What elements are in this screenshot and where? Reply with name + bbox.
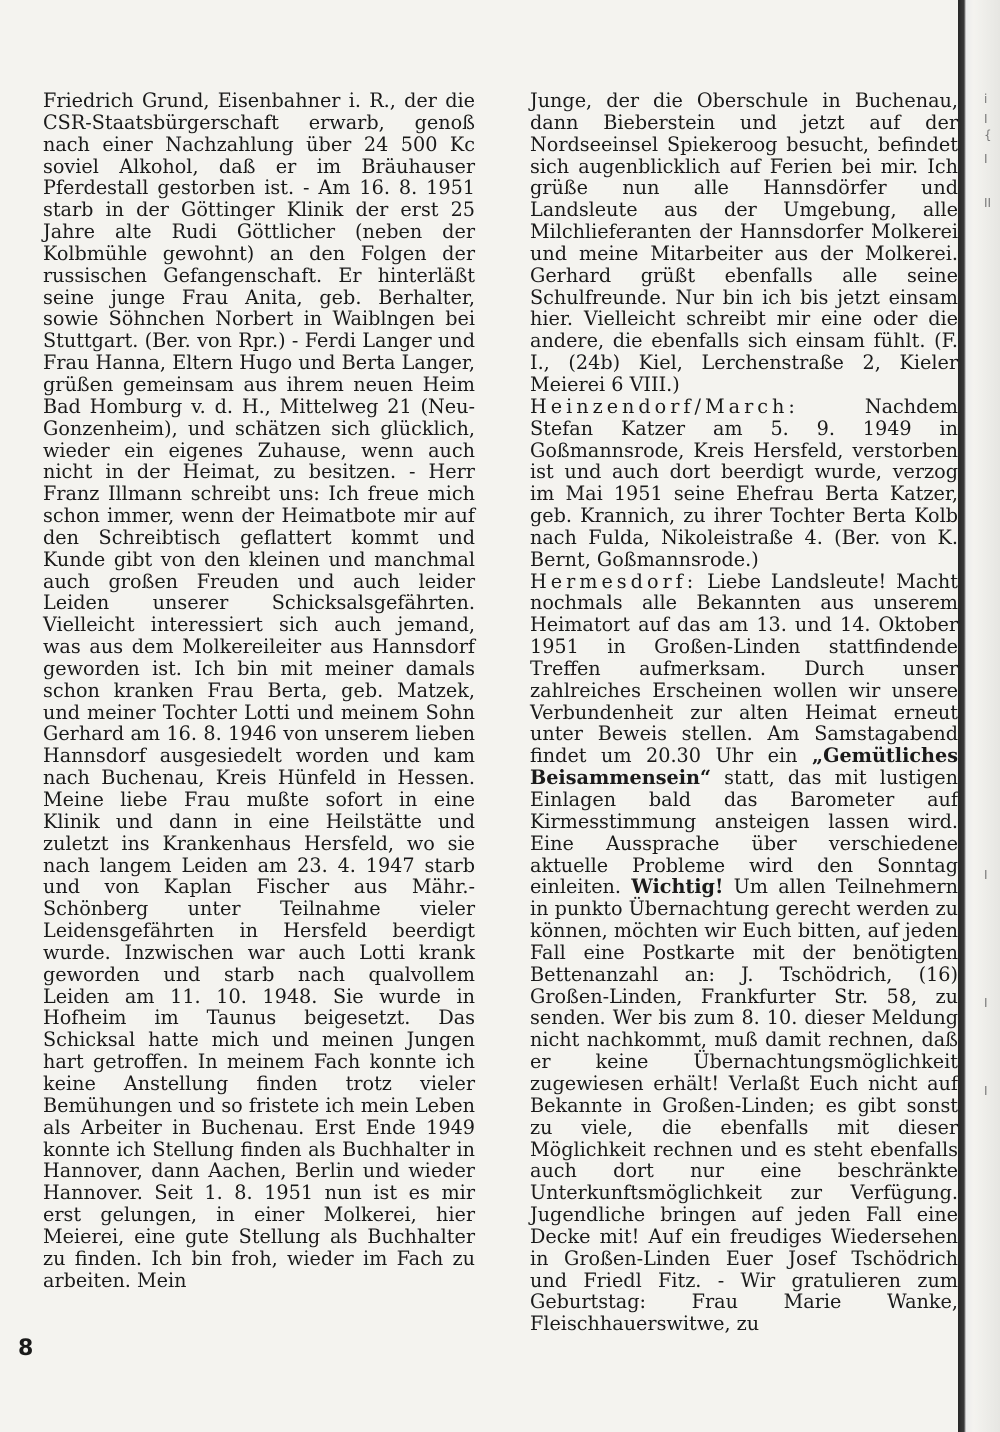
heinzendorf-text: Nachdem Stefan Katzer am 5. 9. 1949 in Goßmannsrode, Kreis Hersfeld, verstorben ist und auch dort beerdigt wurde, verzog im Mai 1951 seine Ehefrau Berta Katzer, geb. Krannich, zu ihrer Tochter Berta Kolb nach Fulda, Nikoleistraße 4. (Ber. von K. Bernt, Goßmannsrode.) [530, 394, 958, 571]
heinzendorf-entry [530, 396, 958, 571]
heinzendorf-heading: Heinzendorf/March: [530, 394, 799, 418]
margin-mark: I [984, 996, 988, 1010]
hermesdorf-text-2: statt, das mit lustigen Einlagen bald das Barometer auf Kirmesstimmung ansteigen lassen wird. Eine Aussprache über verschiedene aktuelle Probleme wird den Sonntag einleiten. [530, 766, 958, 899]
next-page-edge [980, 0, 1000, 1432]
left-column-text: Friedrich Grund, Eisenbahner i. R., der die CSR-Staatsbürgerschaft erwarb, genoß nach einer Nachzahlung über 24 500 Kc soviel Alkohol, daß er im Bräuhauser Pferdestall gestorben ist. - Am 16. 8. 1951 starb in der Göttinger Klinik der erst 25 Jahre alte Rudi Göttlicher (neben der Kolbmühle gewohnt) an den Folgen der russischen Gefangenschaft. Er hinterläßt seine junge Frau Anita, geb. Berhalter, sowie Söhnchen Norbert in Waiblngen bei Stuttgart. (Ber. von Rpr.) - Ferdi Langer und Frau Hanna, Eltern Hugo und Berta Langer, grüßen gemeinsam aus ihrem neuen Heim Bad Homburg v. d. H., Mittelweg 21 (Neu-Gonzenheim), und schätzen sich glücklich, wieder ein eigenes Zuhause, wenn auch nicht in der Heimat, zu besitzen. - Herr Franz Illmann schreibt uns: Ich freue mich schon immer, wenn der Heimatbote mir auf den Schreibtisch geflattert kommt und Kunde gibt von den kleinen und manchmal auch großen Freuden und auch leider Leiden unserer Schicksalsgefährten. Vielleicht interessiert sich auch jemand, was aus dem Molkereileiter aus Hannsdorf geworden ist. Ich bin mit meiner damals schon kranken Frau Berta, geb. Matzek, und meiner Tochter Lotti und meinem Sohn Gerhard am 16. 8. 1946 von unserem lieben Hannsdorf ausgesiedelt worden und kam nach Buchenau, Kreis Hünfeld in Hessen. Meine liebe Frau mußte sofort in eine Klinik und dann in eine Heilstätte und zuletzt ins Krankenhaus Hersfeld, wo sie nach langem Leiden am 23. 4. 1947 starb und von Kaplan Fischer aus Mähr.-Schönberg unter Teilnahme vieler Leidensgefährten in Hersfeld beerdigt wurde. Inzwischen war auch Lotti krank geworden und starb nach qualvollem Leiden am 11. 10. 1948. Sie wurde in Hofheim im Taunus beigesetzt. Das Schicksal hatte mich und meinen Jungen hart getroffen. In meinem Fach konnte ich keine Anstellung finden trotz vieler Bemühungen und so fristete ich mein Leben als Arbeiter in Buchenau. Erst Ende 1949 konnte ich Stellung finden als Buchhalter in Hannover, dann Aachen, Berlin und wieder Hannover. Seit 1. 8. 1951 nun ist es mir erst gelungen, in einer Molkerei, hier Meierei, eine gute Stellung als Buchhalter zu finden. Ich bin froh, wieder im Fach zu arbeiten. Mein [43, 89, 475, 1292]
margin-mark: I [984, 112, 988, 126]
margin-mark: { [984, 128, 992, 142]
margin-mark: I [984, 1084, 988, 1098]
margin-mark: II [984, 196, 992, 210]
page-number: 8 [18, 1336, 34, 1361]
margin-mark: I [984, 152, 988, 166]
hermesdorf-text-1: Liebe Landsleute! Macht nochmals alle Bekannten aus unserem Heimatort auf das am 13. und 14. Oktober 1951 in Großen-Linden stattfindende Treffen aufmerksam. Durch unser zahlreiches Erscheinen wollen wir unsere Verbundenheit zur alten Heimat erneut unter Beweis stellen. Am Samstagabend findet um 20.30 Uhr ein [530, 569, 958, 768]
margin-mark: I [984, 868, 988, 882]
left-column [43, 90, 475, 1291]
hermesdorf-entry [530, 571, 958, 1336]
hermesdorf-bold-2: Wichtig! [631, 875, 724, 899]
hermesdorf-bold-1: „Gemütliches Beisammensein“ [530, 744, 958, 790]
hermesdorf-text-3: Um allen Teilnehmern in punkto Übernachtung gerecht werden zu können, möchten wir Euch bitten, auf jeden Fall eine Postkarte mit der benötigten Bettenanzahl an: J. Tschödrich, (16) Großen-Linden, Frankfurter Str. 58, zu senden. Wer bis zum 8. 10. dieser Meldung nicht nachkommt, muß damit rechnen, daß er keine Übernachtungsmöglichkeit zugewiesen erhält! Verlaßt Euch nicht auf Bekannte in Großen-Linden; es gibt sonst zu viele, die ebenfalls mit dieser Möglichkeit rechnen und es steht ebenfalls auch dort nur eine beschränkte Unterkunftsmöglichkeit zur Verfügung. Jugendliche bringen auf jeden Fall eine Decke mit! Auf ein freudiges Wiedersehen in Großen-Linden Euer Josef Tschödrich und Friedl Fitz. - Wir gratulieren zum Geburtstag: Frau Marie Wanke, Fleischhauerswitwe, zu [530, 875, 958, 1336]
margin-mark: i [984, 92, 988, 106]
right-column-intro: Junge, der die Oberschule in Buchenau, dann Bieberstein und jetzt auf der Nordseeinsel Spiekeroog besucht, befindet sich augenblicklich auf Ferien bei mir. Ich grüße nun alle Hannsdörfer und Landsleute aus der Umgebung, alle Milchlieferanten der Hannsdorfer Molkerei und meine Mitarbeiter aus der Molkerei. Gerhard grüßt ebenfalls alle seine Schulfreunde. Nur bin ich bis jetzt einsam hier. Vielleicht schreibt mir eine oder die andere, die ebenfalls sich einsam fühlt. (F. I., (24b) Kiel, Lerchenstraße 2, Kieler Meierei 6 VIII.) [530, 89, 958, 396]
right-column [530, 90, 958, 1335]
hermesdorf-heading: Hermesdorf: [530, 569, 698, 593]
